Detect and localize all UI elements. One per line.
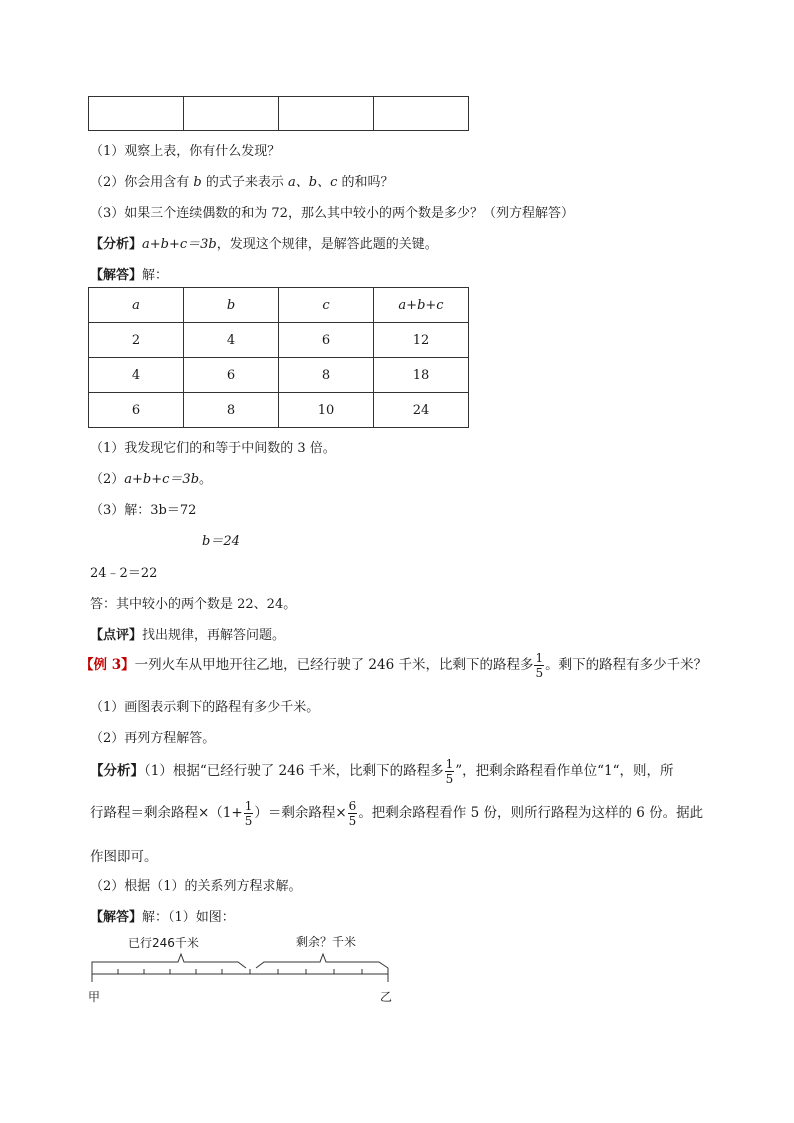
- fraction: $\frac{1}{5}$: [244, 799, 253, 828]
- fraction: $\frac{6}{5}$: [348, 799, 357, 828]
- table-cell: 12: [374, 323, 469, 358]
- answer-1-heading: 【解答】解：: [90, 268, 169, 283]
- table-cell: [184, 97, 279, 131]
- table-cell: 4: [89, 358, 184, 393]
- answer-line-3c: 24﹣2＝22: [90, 566, 158, 581]
- table-cell: 6: [279, 323, 374, 358]
- table-header-cell: a+b+c: [374, 288, 469, 323]
- example-3-question-1: （1）画图表示剩下的路程有多少千米。: [90, 700, 320, 715]
- table-cell: [374, 97, 469, 131]
- segment-diagram: [86, 948, 396, 988]
- answer-line-2: （2）a+b+c＝3b。: [90, 472, 213, 487]
- fraction: $\frac{1}{5}$: [535, 651, 544, 680]
- table-cell: 18: [374, 358, 469, 393]
- analysis-2-line-4: （2）根据（1）的关系列方程求解。: [90, 879, 302, 894]
- table-cell: 8: [279, 358, 374, 393]
- comment: 【点评】找出规律，再解答问题。: [90, 628, 286, 643]
- analysis-2-line-1: 【分析】（1）根据“已经行驶了 246 千米，比剩下的路程多 $\frac{1}{5}$ ”，把剩余路程看作单位“1“，则，所: [90, 757, 674, 786]
- answer-2-heading: 【解答】解：（1）如图：: [90, 910, 235, 925]
- example-3-problem: 【例 3】一列火车从甲地开往乙地，已经行驶了 246 千米，比剩下的路程多 $\frac{1}{5}$ 。剩下的路程有多少千米？: [80, 651, 708, 680]
- table-header-cell: b: [184, 288, 279, 323]
- table-cell: 6: [89, 393, 184, 428]
- table-cell: [89, 97, 184, 131]
- table-row: [89, 323, 469, 358]
- table-row: [89, 358, 469, 393]
- label-end-yi: 乙: [380, 990, 393, 1004]
- table-cell: [279, 97, 374, 131]
- analysis-2-line-2: 行路程＝剩余路程×（1+ $\frac{1}{5}$ ）＝剩余路程× $\frac{6}{5}$ 。把剩余路程看作 5 份，则所行路程为这样的 6 份。据此: [90, 799, 704, 828]
- answer-conclusion: 答：其中较小的两个数是 22、24。: [90, 597, 297, 612]
- label-traveled: 已行246千米: [128, 936, 199, 950]
- example-3-question-2: （2）再列方程解答。: [90, 731, 216, 746]
- answer-line-3: （3）解：3b＝72: [90, 503, 197, 518]
- table-header-cell: a: [89, 288, 184, 323]
- empty-table: [88, 96, 469, 131]
- table-cell: 10: [279, 393, 374, 428]
- question-1: （1）观察上表，你有什么发现？: [90, 144, 281, 159]
- question-3: （3）如果三个连续偶数的和为 72，那么其中较小的两个数是多少？（列方程解答）: [90, 206, 574, 221]
- answer-line-3b: b＝24: [202, 534, 240, 549]
- table-header-row: [89, 288, 469, 323]
- table-cell: 4: [184, 323, 279, 358]
- fraction: $\frac{1}{5}$: [445, 757, 454, 786]
- table-cell: 6: [184, 358, 279, 393]
- answer-line-1: （1）我发现它们的和等于中间数的 3 倍。: [90, 441, 336, 456]
- table-cell: 8: [184, 393, 279, 428]
- answer-table: [88, 287, 469, 428]
- label-remaining: 剩余？千米: [296, 935, 357, 949]
- question-2: （2）你会用含有 b 的式子来表示 a、b、c 的和吗？: [90, 175, 394, 190]
- table-header-cell: c: [279, 288, 374, 323]
- table-cell: 24: [374, 393, 469, 428]
- analysis-1: 【分析】a+b+c＝3b，发现这个规律，是解答此题的关键。: [90, 237, 438, 252]
- analysis-2-line-3: 作图即可。: [90, 849, 158, 865]
- label-start-jia: 甲: [88, 990, 101, 1004]
- table-cell: 2: [89, 323, 184, 358]
- table-row: [89, 393, 469, 428]
